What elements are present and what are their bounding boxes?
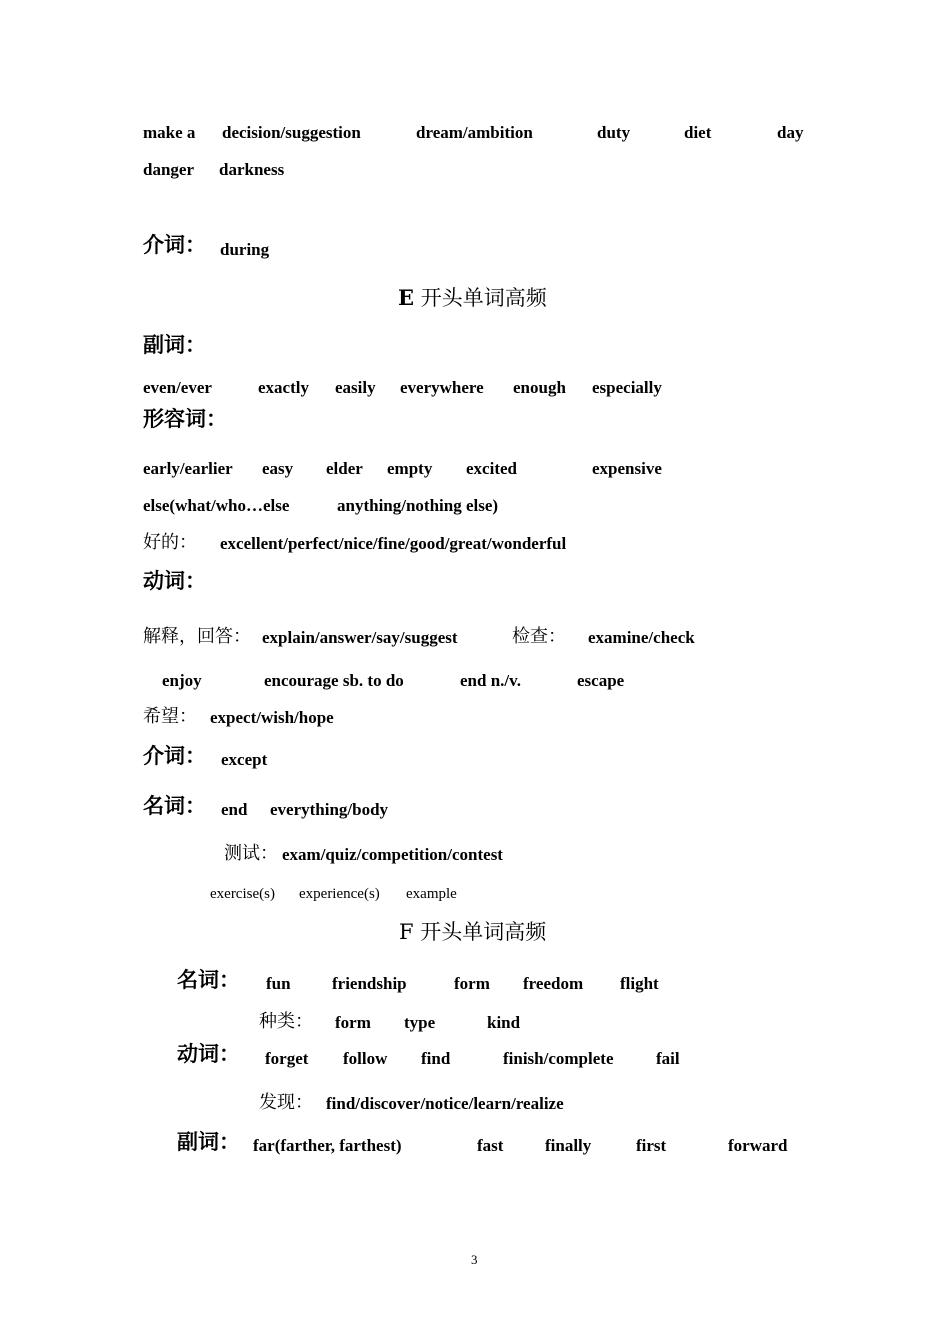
word-enough: enough	[513, 378, 566, 397]
word-type: type	[404, 1013, 436, 1032]
word-form: form	[454, 974, 490, 993]
word-follow: follow	[343, 1049, 388, 1068]
word-duty: duty	[597, 123, 631, 142]
word-else: else(what/who…else	[143, 496, 290, 515]
word-first: first	[636, 1136, 667, 1155]
label-verb-e: 动词：	[143, 569, 206, 593]
word-friendship: friendship	[332, 974, 407, 993]
word-fun: fun	[266, 974, 291, 993]
word-everything: everything/body	[270, 800, 389, 819]
word-diet: diet	[684, 123, 712, 142]
word-example: example	[406, 886, 457, 902]
prefix-hope: 希望：	[143, 706, 197, 727]
word-end-nv: end n./v.	[460, 671, 521, 690]
word-excited: excited	[466, 459, 517, 478]
word-except: except	[221, 750, 268, 769]
word-day: day	[777, 123, 804, 142]
word-forward: forward	[728, 1136, 788, 1155]
words-hope: expect/wish/hope	[210, 708, 334, 727]
word-dream: dream/ambition	[416, 123, 533, 142]
word-elder: elder	[326, 459, 363, 478]
prefix-discover: 发现：	[259, 1092, 313, 1113]
words-discover: find/discover/notice/learn/realize	[326, 1094, 564, 1113]
word-experience: experience(s)	[299, 886, 380, 902]
word-even-ever: even/ever	[143, 378, 212, 397]
word-far: far(farther, farthest)	[253, 1136, 402, 1155]
words-good: excellent/perfect/nice/fine/good/great/wonderful	[220, 534, 567, 553]
label-adverb-e: 副词：	[143, 333, 206, 357]
word-make-a: make a	[143, 123, 196, 142]
label-verb-f: 动词：	[177, 1042, 240, 1066]
word-easily: easily	[335, 378, 376, 397]
word-decision: decision/suggestion	[222, 123, 361, 142]
words-explain: explain/answer/say/suggest	[262, 628, 458, 647]
word-everywhere: everywhere	[400, 378, 484, 397]
label-adverb-f: 副词：	[177, 1130, 240, 1154]
prefix-kind: 种类：	[259, 1011, 313, 1032]
word-expensive: expensive	[592, 459, 662, 478]
words-check: examine/check	[588, 628, 695, 647]
words-test: exam/quiz/competition/contest	[282, 845, 503, 864]
word-freedom: freedom	[523, 974, 584, 993]
word-forget: forget	[265, 1049, 309, 1068]
prefix-explain: 解释，回答：	[143, 626, 251, 647]
word-find: find	[421, 1049, 451, 1068]
word-exactly: exactly	[258, 378, 309, 397]
word-exercise: exercise(s)	[210, 886, 275, 902]
word-darkness: darkness	[219, 160, 285, 179]
word-finally: finally	[545, 1136, 592, 1155]
heading-f: F 开头单词高频	[399, 920, 547, 944]
label-noun-f: 名词：	[177, 968, 240, 992]
word-fail: fail	[656, 1049, 680, 1068]
prefix-good: 好的：	[143, 532, 197, 553]
word-kind: kind	[487, 1013, 521, 1032]
word-escape: escape	[577, 671, 625, 690]
word-anything-else: anything/nothing else)	[337, 496, 499, 515]
heading-e: E 开头单词高频	[398, 285, 547, 310]
word-encourage: encourage sb. to do	[264, 671, 404, 690]
word-form-2: form	[335, 1013, 371, 1032]
word-danger: danger	[143, 160, 194, 179]
word-flight: flight	[620, 974, 659, 993]
label-preposition-d: 介词：	[143, 233, 206, 257]
word-especially: especially	[592, 378, 662, 397]
word-easy: easy	[262, 459, 294, 478]
word-during: during	[220, 240, 270, 259]
word-empty: empty	[387, 459, 433, 478]
word-fast: fast	[477, 1136, 504, 1155]
word-finish: finish/complete	[503, 1049, 614, 1068]
word-enjoy: enjoy	[162, 671, 202, 690]
prefix-check: 检查：	[512, 626, 566, 647]
page-number: 3	[471, 1252, 478, 1267]
label-adjective-e: 形容词：	[143, 407, 227, 431]
word-end: end	[221, 800, 248, 819]
label-preposition-e: 介词：	[143, 744, 206, 768]
label-noun-e: 名词：	[143, 794, 206, 818]
prefix-test: 测试：	[224, 843, 278, 864]
word-early: early/earlier	[143, 459, 233, 478]
